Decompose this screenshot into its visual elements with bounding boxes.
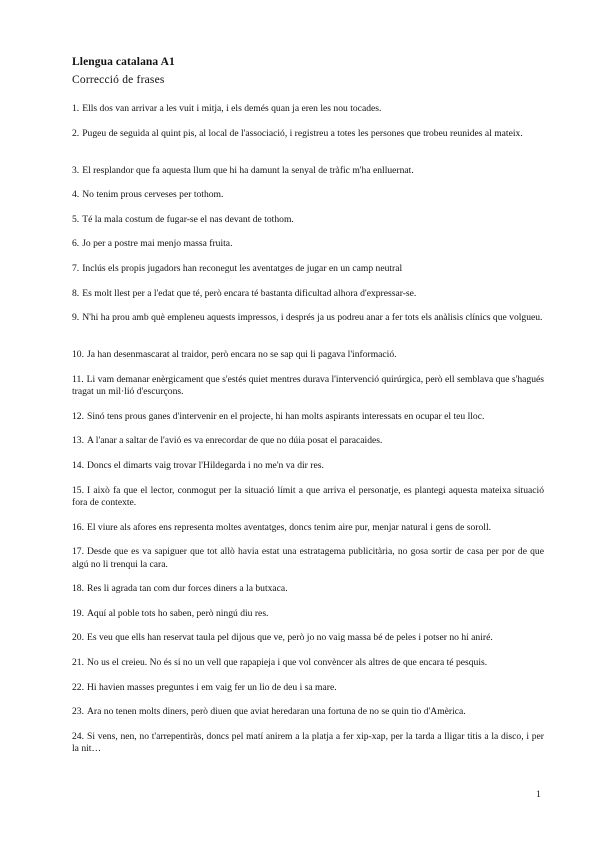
sentence-text: Doncs el dimarts vaig trovar l'Hildegarda i no me'n va dir res.	[87, 459, 324, 471]
sentence-number: 15.	[72, 484, 84, 496]
sentence-17	[72, 546, 544, 583]
sentence-number: 12.	[72, 410, 84, 422]
sentence-text: El resplandor que fa aquesta llum que hi ha damunt la senyal de tràfic m'ha enlluernat.	[82, 164, 414, 176]
sentence-text: No tenim prous cerveses per tothom.	[82, 189, 224, 201]
sentence-text: Res li agrada tan com dur forces diners a la butxaca.	[87, 583, 288, 595]
sentence-text: Pugeu de seguida al quint pis, al local de l'associació, i registreu a totes les persones que trobeu reunides al mateix.	[82, 127, 523, 139]
sentence-3	[72, 165, 544, 190]
sentence-21	[72, 657, 544, 682]
sentence-number: 13.	[72, 435, 84, 447]
sentence-23	[72, 706, 544, 731]
document-title: Llengua catalana A1	[72, 56, 175, 68]
sentence-11	[72, 374, 544, 411]
sentence-18	[72, 583, 544, 608]
sentence-number: 10.	[72, 349, 84, 361]
sentence-number: 6.	[72, 238, 80, 250]
sentence-number: 23.	[72, 706, 84, 718]
sentence-text: Es veu que ells han reservat taula pel dijous que ve, però jo no vaig massa bé de peles i potser no hi aniré.	[87, 632, 493, 644]
sentence-number: 5.	[72, 213, 80, 225]
sentence-8	[72, 288, 544, 313]
sentence-number: 17.	[72, 546, 84, 558]
sentence-text: Jo per a postre mai menjo massa fruita.	[82, 238, 233, 250]
sentence-number: 7.	[72, 262, 80, 274]
sentence-12	[72, 411, 544, 436]
sentence-16	[72, 522, 544, 547]
sentence-number: 22.	[72, 681, 84, 693]
sentence-number: 14.	[72, 459, 84, 471]
sentence-text: N'hi ha prou amb què empleneu aquests impressos, i després ja us podreu anar a fer tots els anàlisis clínics que volgueu.	[82, 312, 543, 324]
sentence-5	[72, 214, 544, 239]
sentence-number: 4.	[72, 189, 80, 201]
sentence-text: Li vam demanar enèrgicament que s'estés quiet mentres durava l'intervenció quirúrgica, però ell semblava que s'hagués tragat un mil·lió d'escurçons.	[72, 373, 544, 398]
sentence-13	[72, 435, 544, 460]
sentence-text: Té la mala costum de fugar-se el nas devant de tothom.	[82, 213, 294, 225]
sentence-22	[72, 682, 544, 707]
sentence-6	[72, 238, 544, 263]
sentence-text: Hi havien masses preguntes i em vaig fer un lio de deu i sa mare.	[87, 681, 337, 693]
sentence-list	[72, 103, 544, 768]
sentence-text: No us el creieu. No és si no un vell que rapapieja i que vol convèncer als altres de que encara té pesquis.	[87, 656, 488, 668]
sentence-number: 24.	[72, 730, 84, 742]
sentence-text: Inclús els propis jugadors han reconegut les aventatges de jugar en un camp neutral	[82, 262, 403, 274]
sentence-14	[72, 460, 544, 485]
sentence-text: Ara no tenen molts diners, però diuen que aviat heredaran una fortuna de no se quin tio d'Amèrica.	[87, 706, 466, 718]
sentence-15	[72, 485, 544, 522]
sentence-text: Es molt llest per a l'edat que té, però encara té bastanta dificultad alhora d'expressar-se.	[82, 287, 417, 299]
sentence-text: Sinó tens prous ganes d'intervenir en el projecte, hi han molts aspirants interessats en ocupar el teu lloc.	[87, 410, 485, 422]
sentence-text: I això fa que el lector, conmogut per la situació límit a que arriva el personatje, es plantegi aquesta mateixa situació fora de contexte.	[72, 484, 544, 508]
sentence-text: Desde que es va sapiguer que tot allò havia estat una estratagema publicitària, no gosa sortir de casa per por de que algú no li trenqui la cara.	[72, 546, 544, 570]
sentence-10	[72, 349, 544, 374]
sentence-number: 1.	[72, 103, 80, 114]
sentence-number: 11.	[72, 373, 84, 385]
sentence-number: 21.	[72, 656, 84, 668]
sentence-7	[72, 263, 544, 288]
sentence-number: 18.	[72, 583, 84, 595]
page-number: 1	[536, 789, 541, 800]
sentence-19	[72, 608, 544, 633]
sentence-number: 16.	[72, 521, 84, 533]
sentence-1	[72, 103, 544, 128]
sentence-4	[72, 189, 544, 214]
sentence-24	[72, 731, 544, 768]
sentence-20	[72, 632, 544, 657]
sentence-number: 9.	[72, 312, 80, 324]
sentence-text: Ja han desenmascarat al traidor, però encara no se sap qui li pagava l'informació.	[87, 349, 397, 361]
sentence-text: Si vens, nen, no t'arrepentiràs, doncs pel matí anirem a la platja a fer xip-xap, per la tarda a lligar titis a la disco, i per la nit…	[72, 730, 544, 755]
sentence-number: 3.	[72, 164, 80, 176]
sentence-number: 8.	[72, 287, 80, 299]
document-subtitle: Correcció de frases	[72, 74, 165, 86]
sentence-number: 19.	[72, 607, 84, 619]
sentence-number: 20.	[72, 632, 84, 644]
sentence-text: Aquí al poble tots ho saben, però ningú diu res.	[87, 607, 269, 619]
sentence-9	[72, 312, 544, 349]
sentence-number: 2.	[72, 127, 80, 139]
sentence-2	[72, 128, 544, 165]
sentence-text: A l'anar a saltar de l'avió es va enrecordar de que no dúia posat el paracaides.	[87, 435, 383, 447]
sentence-text: Ells dos van arrivar a les vuit i mitja, i els demés quan ja eren les nou tocades.	[82, 103, 382, 114]
sentence-text: El viure als afores ens representa moltes aventatges, doncs tenim aire pur, menjar natural i gens de soroll.	[87, 521, 492, 533]
